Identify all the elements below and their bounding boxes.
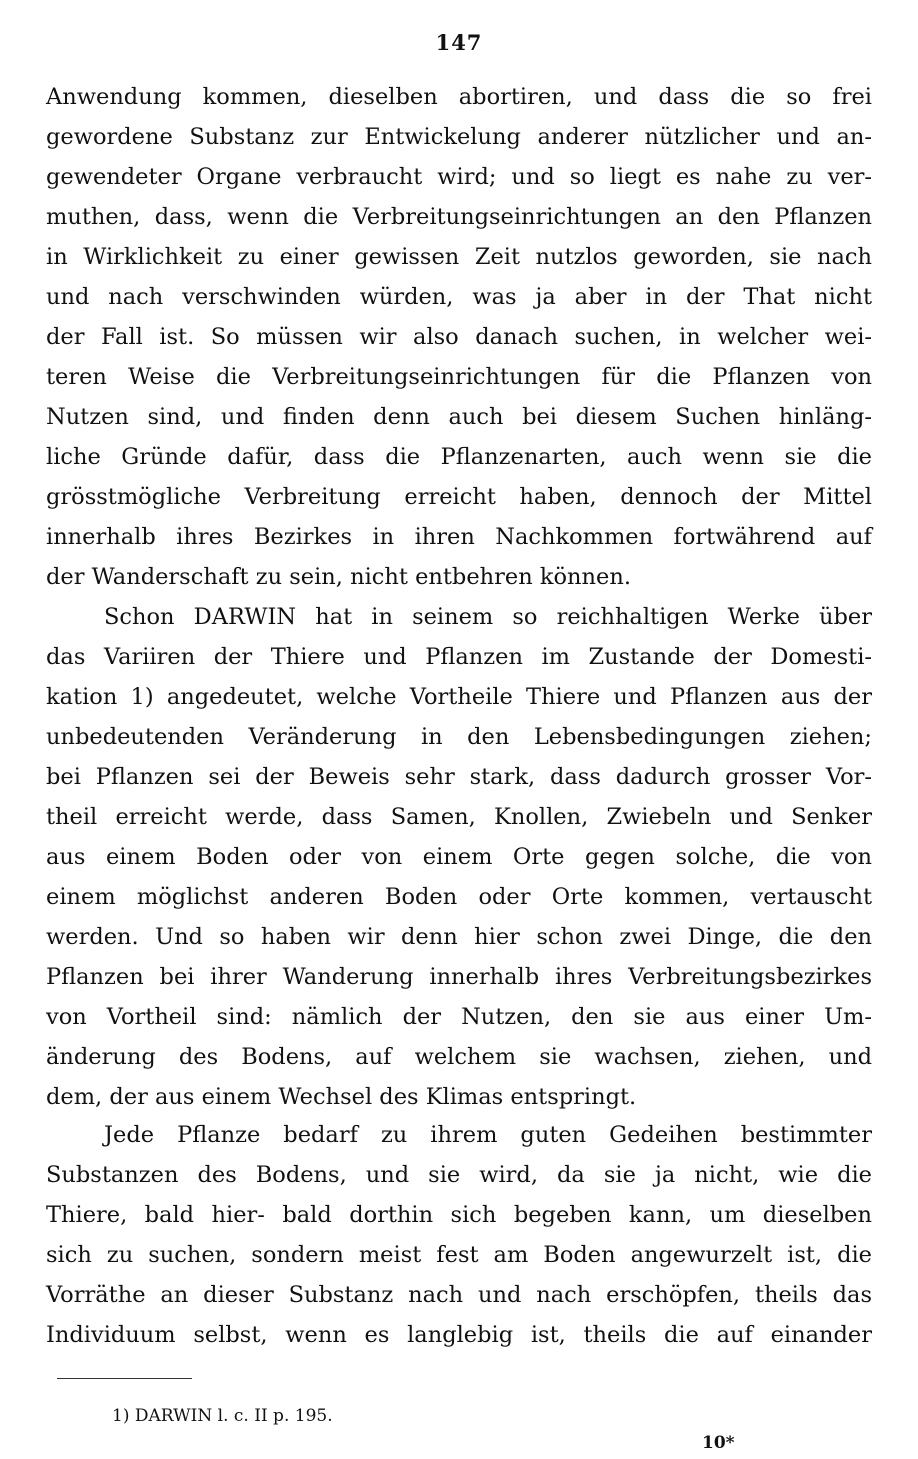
text-line: liche Gründe dafür, dass die Pflanzenarten, auch wenn sie die bbox=[46, 444, 872, 470]
text-line: dem, der aus einem Wechsel des Klimas entspringt. bbox=[46, 1084, 637, 1110]
footnote: 1) DARWIN l. c. II p. 195. bbox=[112, 1406, 333, 1426]
text-line: gewordene Substanz zur Entwickelung anderer nützlicher und an- bbox=[46, 124, 872, 150]
text-line: Jede Pflanze bedarf zu ihrem guten Gedeihen bestimmter bbox=[104, 1122, 872, 1148]
text-line: der Fall ist. So müssen wir also danach suchen, in welcher wei- bbox=[46, 324, 872, 350]
text-line: das Variiren der Thiere und Pflanzen im Zustande der Domesti- bbox=[46, 644, 872, 670]
text-line: Nutzen sind, und finden denn auch bei diesem Suchen hinläng- bbox=[46, 404, 872, 430]
text-line: Anwendung kommen, dieselben abortiren, und dass die so frei bbox=[46, 84, 872, 110]
text-line: sich zu suchen, sondern meist fest am Boden angewurzelt ist, die bbox=[46, 1242, 872, 1268]
text-line: teren Weise die Verbreitungseinrichtungen für die Pflanzen von bbox=[46, 364, 872, 390]
footnote-divider bbox=[57, 1378, 192, 1379]
text-line: grösstmögliche Verbreitung erreicht haben, dennoch der Mittel bbox=[46, 484, 872, 510]
page-number: 147 bbox=[435, 30, 483, 55]
text-line: gewendeter Organe verbraucht wird; und so liegt es nahe zu ver- bbox=[46, 164, 872, 190]
text-line: Pflanzen bei ihrer Wanderung innerhalb ihres Verbreitungsbezirkes bbox=[46, 964, 872, 990]
text-line: innerhalb ihres Bezirkes in ihren Nachkommen fortwährend auf bbox=[46, 524, 872, 550]
text-line: muthen, dass, wenn die Verbreitungseinrichtungen an den Pflanzen bbox=[46, 204, 872, 230]
text-line: der Wanderschaft zu sein, nicht entbehren können. bbox=[46, 564, 631, 590]
text-line: aus einem Boden oder von einem Orte gegen solche, die von bbox=[46, 844, 872, 870]
text-line: bei Pflanzen sei der Beweis sehr stark, dass dadurch grosser Vor- bbox=[46, 764, 872, 790]
paragraph-3 bbox=[46, 1115, 872, 1355]
paragraph-1 bbox=[46, 77, 872, 597]
text-line: Substanzen des Bodens, und sie wird, da sie ja nicht, wie die bbox=[46, 1162, 872, 1188]
text-line: Individuum selbst, wenn es langlebig ist, theils die auf einander bbox=[46, 1322, 872, 1348]
text-line: einem möglichst anderen Boden oder Orte kommen, vertauscht bbox=[46, 884, 872, 910]
text-line: kation 1) angedeutet, welche Vortheile Thiere und Pflanzen aus der bbox=[46, 684, 872, 710]
text-line: werden. Und so haben wir denn hier schon zwei Dinge, die den bbox=[46, 924, 872, 950]
text-line: theil erreicht werde, dass Samen, Knollen, Zwiebeln und Senker bbox=[46, 804, 872, 830]
paragraph-2 bbox=[46, 597, 872, 1117]
text-line: änderung des Bodens, auf welchem sie wachsen, ziehen, und bbox=[46, 1044, 872, 1070]
text-line: Thiere, bald hier- bald dorthin sich begeben kann, um dieselben bbox=[46, 1202, 872, 1228]
text-line: und nach verschwinden würden, was ja aber in der That nicht bbox=[46, 284, 872, 310]
text-line: von Vortheil sind: nämlich der Nutzen, den sie aus einer Um- bbox=[46, 1004, 872, 1030]
text-line: Vorräthe an dieser Substanz nach und nach erschöpfen, theils das bbox=[46, 1282, 872, 1308]
text-line: in Wirklichkeit zu einer gewissen Zeit nutzlos geworden, sie nach bbox=[46, 244, 872, 270]
signature-mark: 10* bbox=[702, 1433, 735, 1453]
text-line: unbedeutenden Veränderung in den Lebensbedingungen ziehen; bbox=[46, 724, 872, 750]
text-line: Schon DARWIN hat in seinem so reichhaltigen Werke über bbox=[104, 604, 872, 630]
